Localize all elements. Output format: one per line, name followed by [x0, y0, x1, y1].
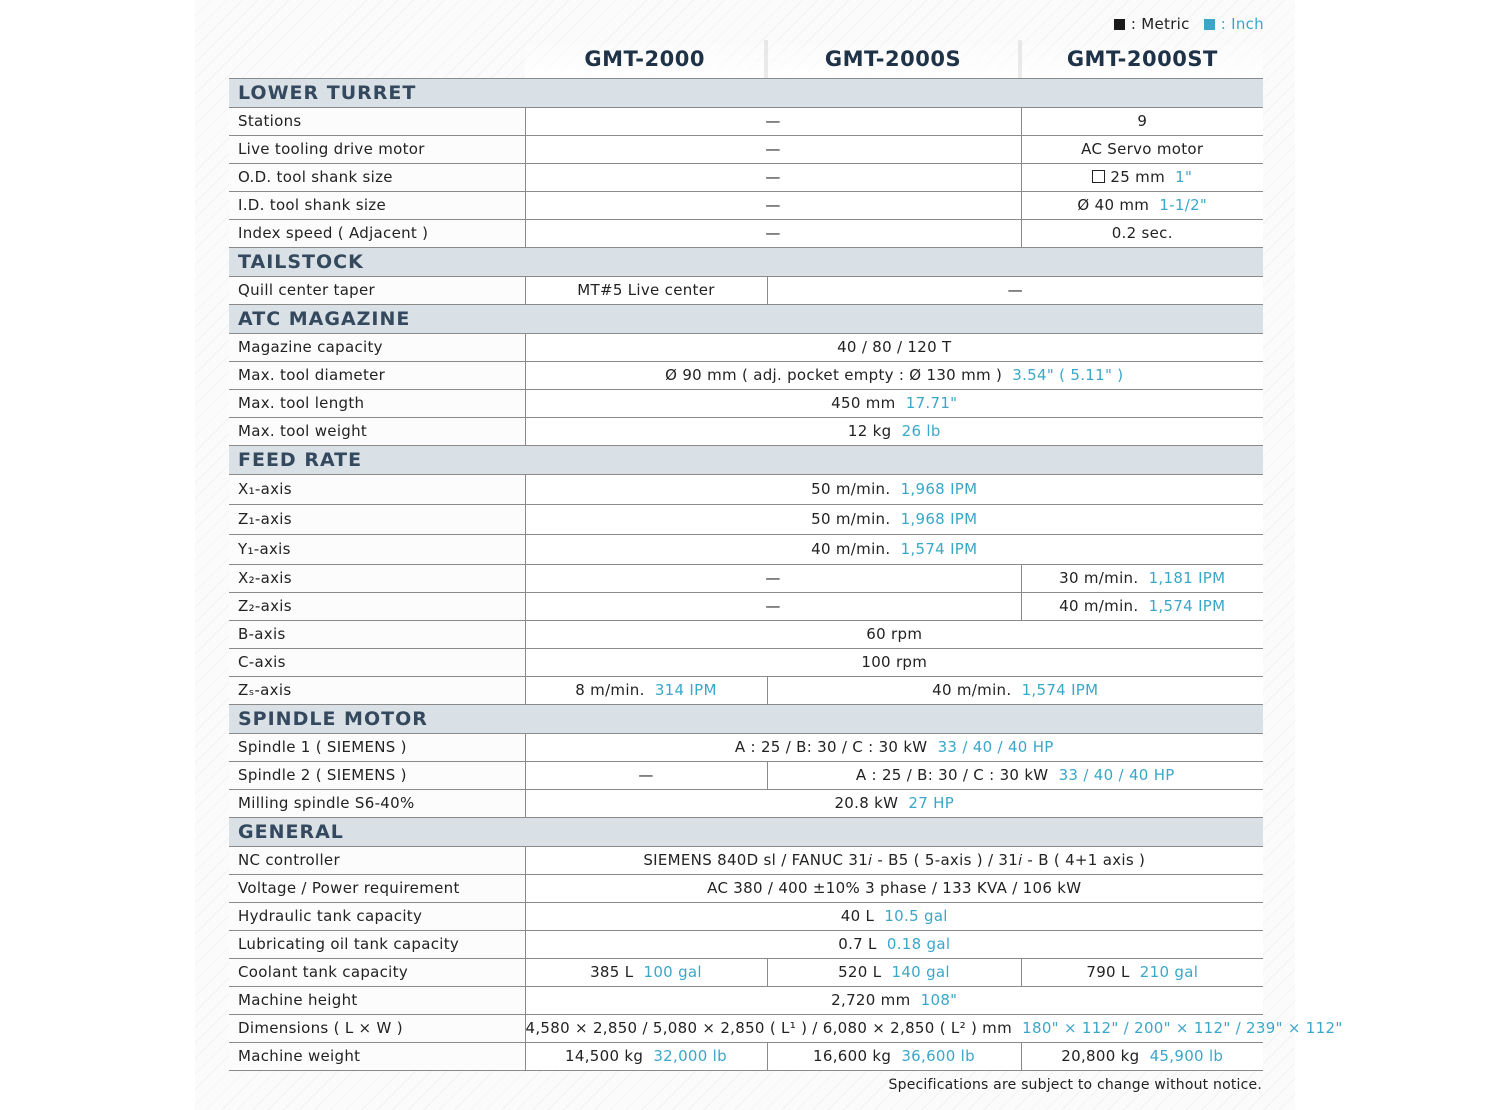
table-row [229, 790, 1263, 818]
value-cell [525, 362, 1263, 390]
table-row [229, 108, 1263, 136]
metric-value: 30 m/min. [1059, 569, 1139, 587]
metric-value: 520 L [838, 963, 882, 981]
table-row [229, 734, 1263, 762]
row-label: Z₁-axis [229, 505, 525, 535]
metric-value: 20.8 kW [834, 794, 899, 812]
table-row [229, 649, 1263, 677]
value-cell: — [525, 136, 1021, 164]
table-row [229, 847, 1263, 875]
inch-value: 33 / 40 / 40 HP [1058, 766, 1175, 784]
metric-value: 16,600 kg [813, 1047, 892, 1065]
section-tailstock [229, 248, 1263, 277]
table-row [229, 136, 1263, 164]
metric-value: 0.7 L [838, 935, 877, 953]
inch-value: 314 IPM [654, 681, 717, 699]
metric-value: 40 L [840, 907, 875, 925]
row-label: I.D. tool shank size [229, 192, 525, 220]
value-cell [525, 418, 1263, 446]
metric-value: 40 m/min. [1059, 597, 1139, 615]
metric-value: Ø 90 mm ( adj. pocket empty : Ø 130 mm ) [665, 366, 1003, 384]
section-feed-rate [229, 446, 1263, 475]
value-cell [525, 475, 1263, 505]
table-row [229, 903, 1263, 931]
value-cell: — [525, 192, 1021, 220]
row-label: Z₂-axis [229, 593, 525, 621]
section-title: GENERAL [229, 818, 1263, 847]
row-label: Zₛ-axis [229, 677, 525, 705]
row-label: Spindle 1 ( SIEMENS ) [229, 734, 525, 762]
table-row [229, 505, 1263, 535]
unit-legend [1114, 15, 1264, 33]
value-cell [767, 677, 1263, 705]
section-general [229, 818, 1263, 847]
metric-value: A : 25 / B: 30 / C : 30 kW [855, 766, 1049, 784]
value-cell: 60 rpm [525, 621, 1263, 649]
value-cell [1021, 164, 1263, 192]
table-row [229, 418, 1263, 446]
value-cell [1021, 192, 1263, 220]
value-cell [1021, 1043, 1263, 1071]
section-title: TAILSTOCK [229, 248, 1263, 277]
metric-value: 12 kg [847, 422, 892, 440]
table-row [229, 277, 1263, 305]
table-row [229, 987, 1263, 1015]
value-cell [525, 535, 1263, 565]
inch-value: 100 gal [643, 963, 702, 981]
table-row [229, 390, 1263, 418]
table-row [229, 959, 1263, 987]
value-cell [525, 1015, 1343, 1043]
legend-inch-label: : Inch [1220, 15, 1264, 33]
table-row [229, 931, 1263, 959]
value-cell: — [525, 565, 1021, 593]
value-cell: — [525, 593, 1021, 621]
value-cell: 0.2 sec. [1021, 220, 1263, 248]
legend-metric-label: : Metric [1130, 15, 1190, 33]
section-title: ATC MAGAZINE [229, 305, 1263, 334]
metric-value: 450 mm [831, 394, 896, 412]
inch-value: 1-1/2" [1159, 196, 1208, 214]
value-cell: 40 / 80 / 120 T [525, 334, 1263, 362]
value-cell [525, 734, 1263, 762]
row-label: Machine weight [229, 1043, 525, 1071]
value-cell: 9 [1021, 108, 1263, 136]
value-cell [1021, 959, 1263, 987]
inch-value: 36,600 lb [901, 1047, 975, 1065]
value-cell: — [525, 220, 1021, 248]
row-label: Milling spindle S6-40% [229, 790, 525, 818]
value-cell [525, 677, 767, 705]
value-cell [1021, 565, 1263, 593]
inch-value: 32,000 lb [653, 1047, 727, 1065]
model-header-row [525, 40, 1263, 78]
metric-value: 8 m/min. [575, 681, 645, 699]
table-row [229, 762, 1263, 790]
value-cell [525, 931, 1263, 959]
row-label: X₁-axis [229, 475, 525, 505]
table-row [229, 164, 1263, 192]
row-label: NC controller [229, 847, 525, 875]
table-row [229, 1043, 1263, 1071]
metric-value: 2,720 mm [831, 991, 911, 1009]
row-label: B-axis [229, 621, 525, 649]
inch-value: 180" × 112" / 200" × 112" / 239" × 112" [1022, 1019, 1343, 1037]
value-cell: SIEMENS 840D sl / FANUC 31𝑖 - B5 ( 5-axis ) / 31𝑖 - B ( 4+1 axis ) [525, 847, 1263, 875]
row-label: Quill center taper [229, 277, 525, 305]
inch-value: 1,968 IPM [900, 510, 978, 528]
table-row [229, 362, 1263, 390]
table-row [229, 593, 1263, 621]
metric-value: A : 25 / B: 30 / C : 30 kW [734, 738, 928, 756]
inch-value: 1,574 IPM [900, 540, 978, 558]
value-cell [525, 1043, 767, 1071]
inch-value: 33 / 40 / 40 HP [937, 738, 1054, 756]
inch-value: 1,574 IPM [1148, 597, 1226, 615]
row-label: Lubricating oil tank capacity [229, 931, 525, 959]
metric-value: Ø 40 mm [1077, 196, 1150, 214]
row-label: Stations [229, 108, 525, 136]
value-cell [767, 1043, 1021, 1071]
row-label: Max. tool diameter [229, 362, 525, 390]
inch-value: 1" [1175, 168, 1193, 186]
value-cell [525, 505, 1263, 535]
square-shank-icon [1092, 170, 1105, 183]
table-row [229, 677, 1263, 705]
value-cell [1021, 593, 1263, 621]
row-label: Spindle 2 ( SIEMENS ) [229, 762, 525, 790]
value-cell [767, 762, 1263, 790]
footnote: Specifications are subject to change without notice. [888, 1077, 1262, 1093]
metric-value: 4,580 × 2,850 / 5,080 × 2,850 ( L¹ ) / 6,080 × 2,850 ( L² ) mm [525, 1019, 1012, 1037]
value-cell: — [767, 277, 1263, 305]
value-cell [525, 390, 1263, 418]
section-title: FEED RATE [229, 446, 1263, 475]
inch-value: 0.18 gal [886, 935, 951, 953]
row-label: Dimensions ( L × W ) [229, 1015, 525, 1043]
model-header-gmt-2000: GMT-2000 [525, 40, 768, 78]
inch-value: 1,968 IPM [900, 480, 978, 498]
section-spindle-motor [229, 705, 1263, 734]
table-row [229, 565, 1263, 593]
inch-value: 1,574 IPM [1021, 681, 1099, 699]
value-cell: — [525, 108, 1021, 136]
value-cell [525, 790, 1263, 818]
metric-value: 40 m/min. [811, 540, 891, 558]
table-row [229, 220, 1263, 248]
row-label: Magazine capacity [229, 334, 525, 362]
metric-value: 20,800 kg [1061, 1047, 1140, 1065]
inch-value: 140 gal [891, 963, 950, 981]
metric-value: 14,500 kg [565, 1047, 644, 1065]
value-cell: MT#5 Live center [525, 277, 767, 305]
row-label: Y₁-axis [229, 535, 525, 565]
table-row [229, 1015, 1263, 1043]
value-cell [767, 959, 1021, 987]
row-label: C-axis [229, 649, 525, 677]
inch-value: 1,181 IPM [1148, 569, 1226, 587]
metric-value: 790 L [1086, 963, 1130, 981]
value-cell: — [525, 762, 767, 790]
metric-value: 50 m/min. [811, 510, 891, 528]
inch-value: 3.54" ( 5.11" ) [1012, 366, 1124, 384]
table-row [229, 192, 1263, 220]
inch-value: 27 HP [908, 794, 955, 812]
section-atc-magazine [229, 305, 1263, 334]
value-cell: 100 rpm [525, 649, 1263, 677]
value-cell [525, 903, 1263, 931]
inch-value: 108" [920, 991, 958, 1009]
table-row [229, 475, 1263, 505]
row-label: X₂-axis [229, 565, 525, 593]
model-header-gmt-2000st: GMT-2000ST [1022, 40, 1263, 78]
value-cell: AC 380 / 400 ±10% 3 phase / 133 KVA / 106 kW [525, 875, 1263, 903]
row-label: Max. tool weight [229, 418, 525, 446]
model-header-gmt-2000s: GMT-2000S [768, 40, 1021, 78]
inch-value: 10.5 gal [884, 907, 948, 925]
section-title: LOWER TURRET [229, 79, 1263, 108]
table-row [229, 621, 1263, 649]
value-cell: AC Servo motor [1021, 136, 1263, 164]
inch-value: 17.71" [905, 394, 958, 412]
spec-table [229, 78, 1343, 1071]
metric-value: 25 mm [1110, 168, 1166, 186]
inch-value: 210 gal [1139, 963, 1199, 981]
value-cell: — [525, 164, 1021, 192]
table-row [229, 875, 1263, 903]
row-label: Machine height [229, 987, 525, 1015]
table-row [229, 334, 1263, 362]
metric-value: 40 m/min. [932, 681, 1012, 699]
row-label: Voltage / Power requirement [229, 875, 525, 903]
inch-value: 26 lb [901, 422, 941, 440]
row-label: Live tooling drive motor [229, 136, 525, 164]
metric-value: 50 m/min. [811, 480, 891, 498]
metric-value: 385 L [590, 963, 634, 981]
value-cell [525, 959, 767, 987]
value-cell [525, 987, 1263, 1015]
row-label: Max. tool length [229, 390, 525, 418]
row-label: O.D. tool shank size [229, 164, 525, 192]
metric-square-icon [1114, 19, 1125, 30]
row-label: Index speed ( Adjacent ) [229, 220, 525, 248]
row-label: Hydraulic tank capacity [229, 903, 525, 931]
inch-value: 45,900 lb [1149, 1047, 1224, 1065]
table-row [229, 535, 1263, 565]
inch-square-icon [1204, 19, 1215, 30]
section-lower-turret [229, 79, 1263, 108]
section-title: SPINDLE MOTOR [229, 705, 1263, 734]
row-label: Coolant tank capacity [229, 959, 525, 987]
